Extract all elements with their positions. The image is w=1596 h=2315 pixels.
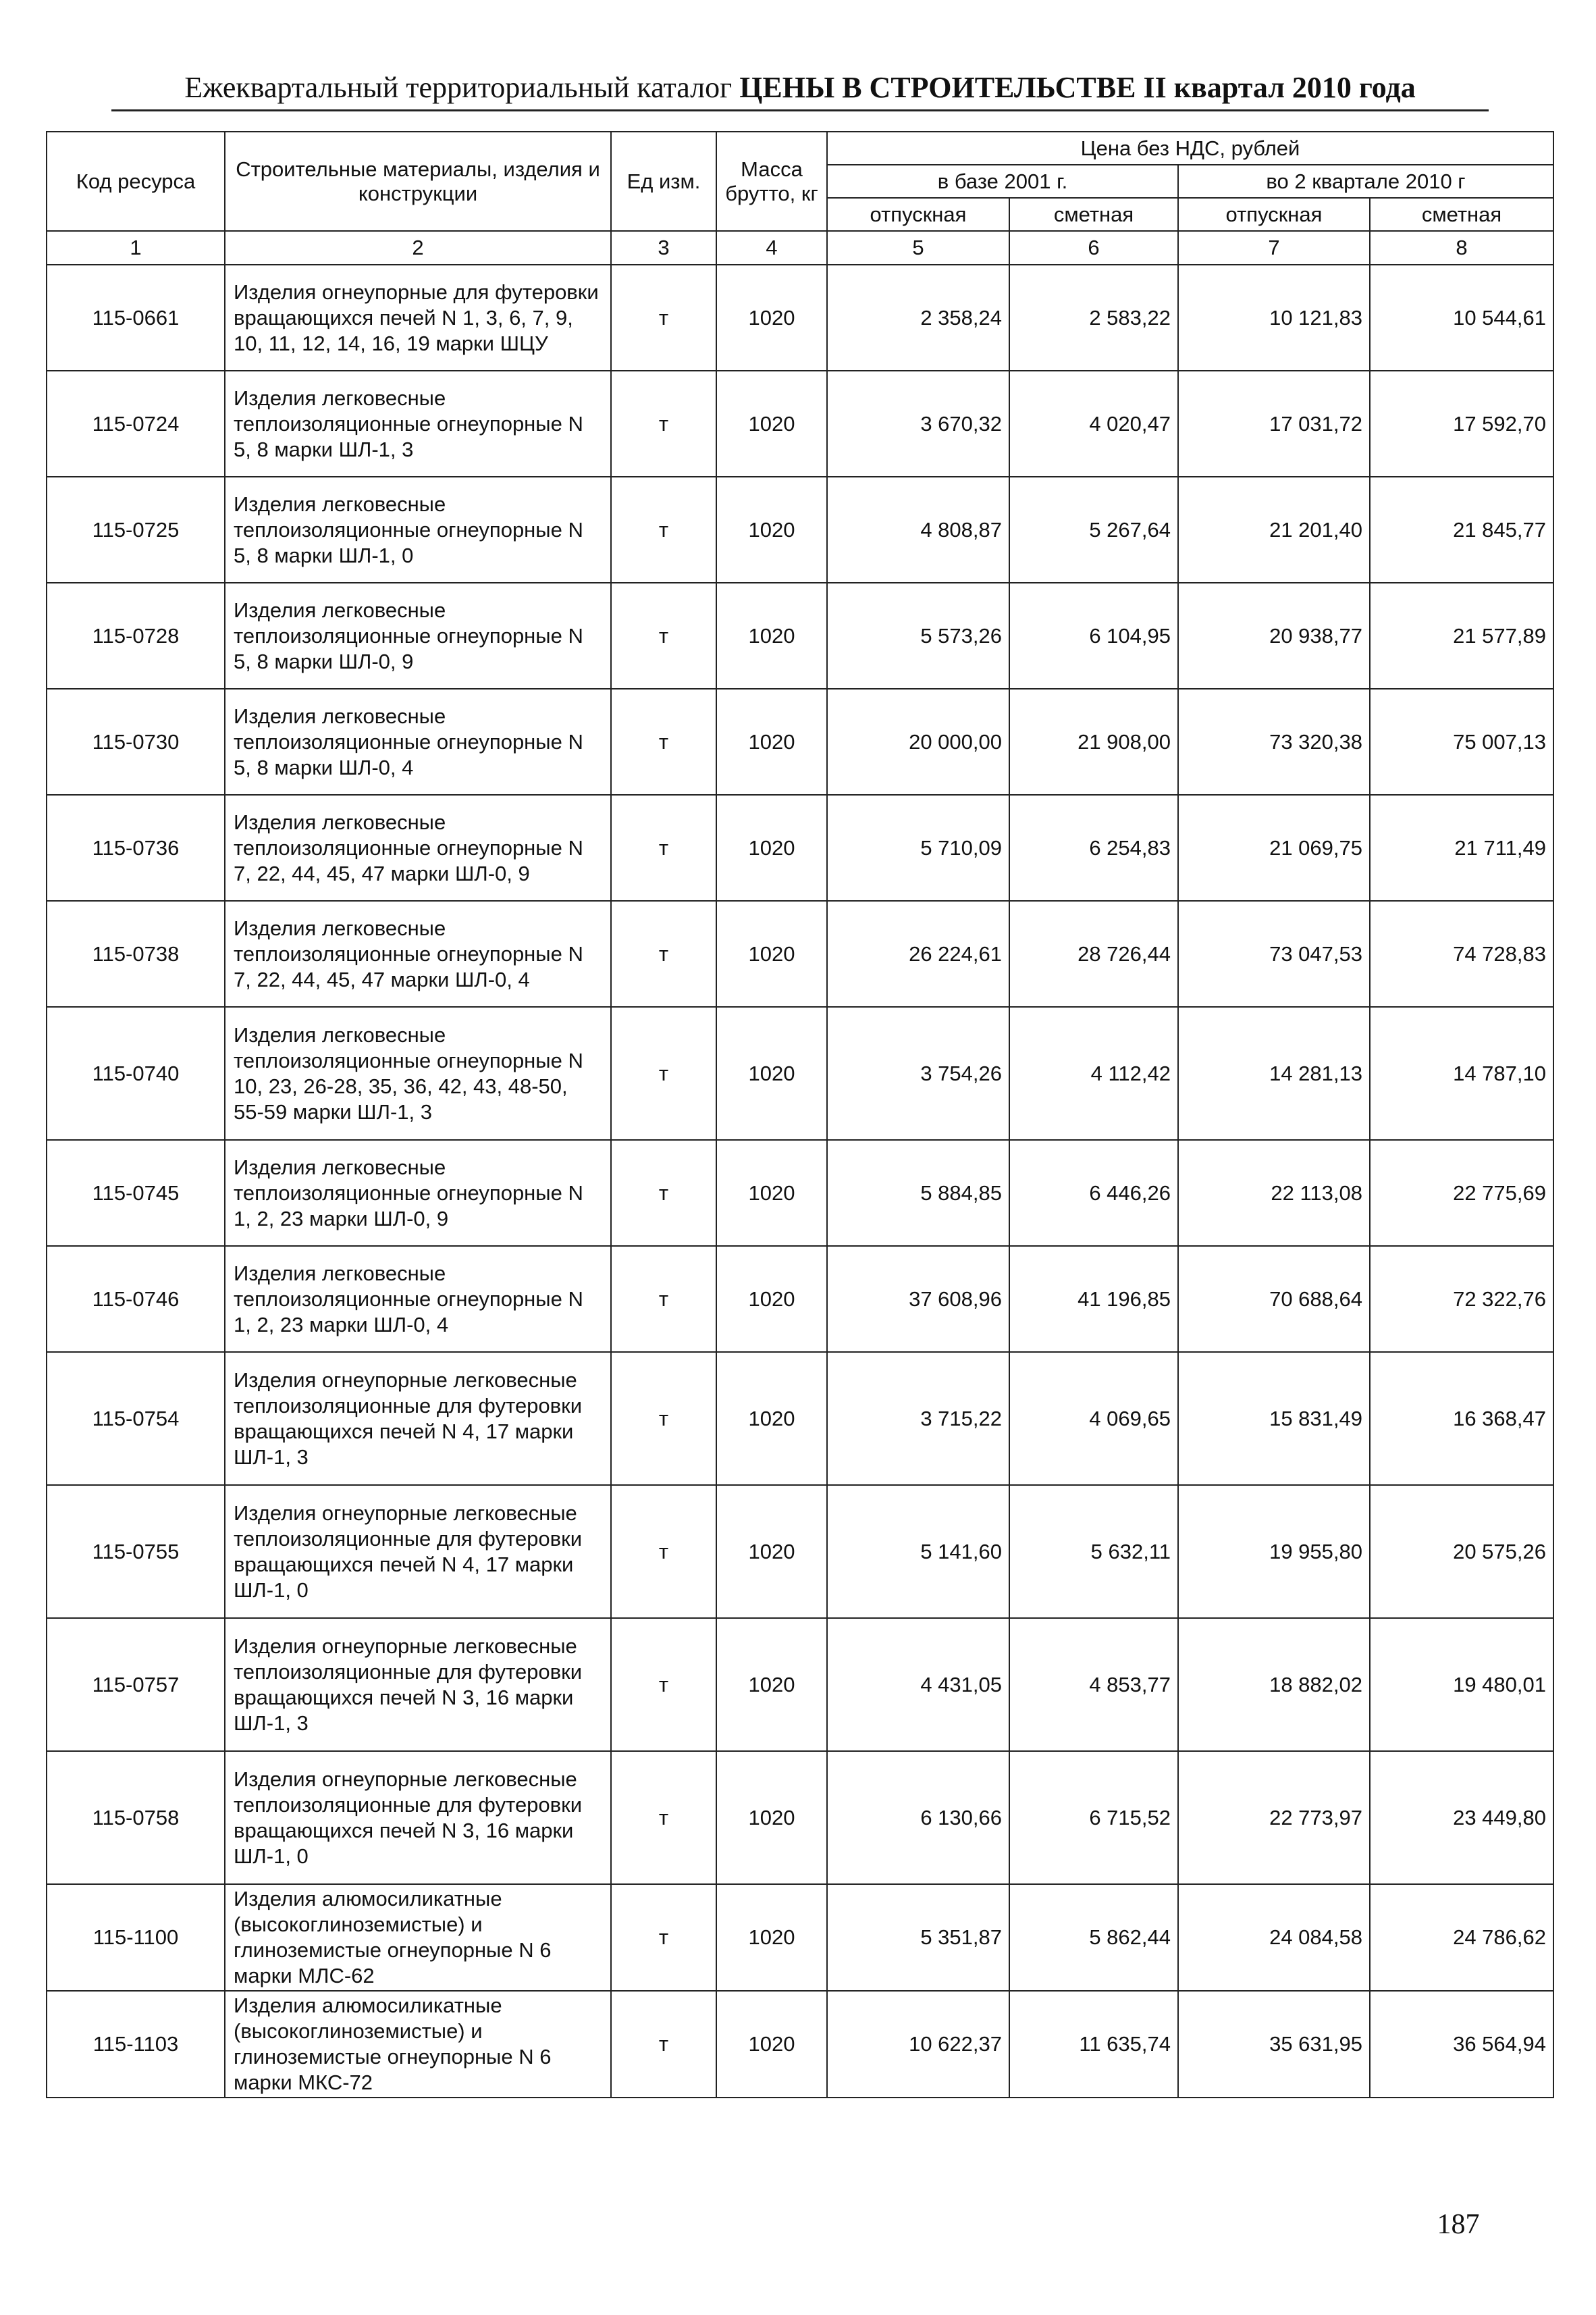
resource-code: 115-0661: [47, 265, 225, 371]
material-name: Изделия огнеупорные для футеровки вращающихся печей N 1, 3, 6, 7, 9, 10, 11, 12, 14, 16, 19 марки ШЦУ: [225, 265, 611, 371]
q2-2010-retail-price: 73 047,53: [1178, 901, 1370, 1007]
column-number: 5: [827, 231, 1009, 265]
base-2001-retail-price: 3 715,22: [827, 1352, 1009, 1485]
table-row: [47, 901, 1553, 1007]
q2-2010-estimate-price: 16 368,47: [1370, 1352, 1553, 1485]
gross-mass: 1020: [716, 795, 827, 901]
base-2001-estimate-price: 11 635,74: [1009, 1991, 1178, 2098]
header-base-estimate: сметная: [1009, 198, 1178, 231]
q2-2010-retail-price: 20 938,77: [1178, 583, 1370, 689]
base-2001-retail-price: 2 358,24: [827, 265, 1009, 371]
header-base-retail: отпускная: [827, 198, 1009, 231]
column-number: 2: [225, 231, 611, 265]
unit-of-measure: т: [611, 901, 716, 1007]
base-2001-estimate-price: 28 726,44: [1009, 901, 1178, 1007]
material-name: Изделия огнеупорные легковесные теплоизоляционные для футеровки вращающихся печей N 3, 16 марки ШЛ-1, 0: [225, 1751, 611, 1884]
q2-2010-retail-price: 22 773,97: [1178, 1751, 1370, 1884]
header-q2-retail: отпускная: [1178, 198, 1370, 231]
q2-2010-retail-price: 14 281,13: [1178, 1007, 1370, 1140]
q2-2010-retail-price: 10 121,83: [1178, 265, 1370, 371]
gross-mass: 1020: [716, 371, 827, 477]
q2-2010-retail-price: 17 031,72: [1178, 371, 1370, 477]
material-name: Изделия огнеупорные легковесные теплоизоляционные для футеровки вращающихся печей N 3, 16 марки ШЛ-1, 3: [225, 1618, 611, 1751]
gross-mass: 1020: [716, 265, 827, 371]
q2-2010-estimate-price: 23 449,80: [1370, 1751, 1553, 1884]
header-title-bold: ЦЕНЫ В СТРОИТЕЛЬСТВЕ II квартал 2010 года: [739, 71, 1416, 104]
gross-mass: 1020: [716, 689, 827, 795]
unit-of-measure: т: [611, 1007, 716, 1140]
header-mass: Масса брутто, кг: [716, 132, 827, 231]
base-2001-retail-price: 5 884,85: [827, 1140, 1009, 1246]
q2-2010-estimate-price: 72 322,76: [1370, 1246, 1553, 1352]
header-code: Код ресурса: [47, 132, 225, 231]
base-2001-estimate-price: 5 862,44: [1009, 1884, 1178, 1991]
header-unit: Ед изм.: [611, 132, 716, 231]
table-row: [47, 1991, 1553, 2098]
header-q2-estimate: сметная: [1370, 198, 1553, 231]
resource-code: 115-0738: [47, 901, 225, 1007]
table-row: [47, 265, 1553, 371]
base-2001-retail-price: 20 000,00: [827, 689, 1009, 795]
column-number: 7: [1178, 231, 1370, 265]
gross-mass: 1020: [716, 1140, 827, 1246]
material-name: Изделия алюмосиликатные (высокоглиноземистые) и глиноземистые огнеупорные N 6 марки МЛС-62: [225, 1884, 611, 1991]
table-row: [47, 1884, 1553, 1991]
base-2001-retail-price: 5 710,09: [827, 795, 1009, 901]
q2-2010-estimate-price: 22 775,69: [1370, 1140, 1553, 1246]
base-2001-estimate-price: 41 196,85: [1009, 1246, 1178, 1352]
table-row: [47, 1485, 1553, 1618]
base-2001-retail-price: 4 808,87: [827, 477, 1009, 583]
unit-of-measure: т: [611, 371, 716, 477]
table-row: [47, 689, 1553, 795]
table-row: [47, 1140, 1553, 1246]
header-base-2001: в базе 2001 г.: [827, 165, 1178, 198]
material-name: Изделия легковесные теплоизоляционные огнеупорные N 1, 2, 23 марки ШЛ-0, 4: [225, 1246, 611, 1352]
resource-code: 115-0728: [47, 583, 225, 689]
material-name: Изделия огнеупорные легковесные теплоизоляционные для футеровки вращающихся печей N 4, 17 марки ШЛ-1, 0: [225, 1485, 611, 1618]
base-2001-retail-price: 6 130,66: [827, 1751, 1009, 1884]
table-row: [47, 371, 1553, 477]
gross-mass: 1020: [716, 1485, 827, 1618]
q2-2010-estimate-price: 21 577,89: [1370, 583, 1553, 689]
base-2001-retail-price: 26 224,61: [827, 901, 1009, 1007]
column-number: 3: [611, 231, 716, 265]
material-name: Изделия легковесные теплоизоляционные огнеупорные N 1, 2, 23 марки ШЛ-0, 9: [225, 1140, 611, 1246]
header-price: Цена без НДС, рублей: [827, 132, 1553, 165]
column-number: 4: [716, 231, 827, 265]
base-2001-retail-price: 37 608,96: [827, 1246, 1009, 1352]
q2-2010-retail-price: 21 069,75: [1178, 795, 1370, 901]
base-2001-estimate-price: 6 104,95: [1009, 583, 1178, 689]
q2-2010-estimate-price: 10 544,61: [1370, 265, 1553, 371]
unit-of-measure: т: [611, 1140, 716, 1246]
gross-mass: 1020: [716, 1751, 827, 1884]
base-2001-retail-price: 5 351,87: [827, 1884, 1009, 1991]
price-table: [46, 131, 1554, 2098]
base-2001-estimate-price: 5 632,11: [1009, 1485, 1178, 1618]
q2-2010-retail-price: 15 831,49: [1178, 1352, 1370, 1485]
material-name: Изделия легковесные теплоизоляционные огнеупорные N 5, 8 марки ШЛ-1, 3: [225, 371, 611, 477]
material-name: Изделия огнеупорные легковесные теплоизоляционные для футеровки вращающихся печей N 4, 17 марки ШЛ-1, 3: [225, 1352, 611, 1485]
resource-code: 115-0725: [47, 477, 225, 583]
resource-code: 115-0757: [47, 1618, 225, 1751]
base-2001-estimate-price: 4 020,47: [1009, 371, 1178, 477]
header-materials: Строительные материалы, изделия и конструкции: [225, 132, 611, 231]
q2-2010-estimate-price: 36 564,94: [1370, 1991, 1553, 2098]
table-row: [47, 1246, 1553, 1352]
unit-of-measure: т: [611, 689, 716, 795]
base-2001-estimate-price: 5 267,64: [1009, 477, 1178, 583]
base-2001-retail-price: 3 754,26: [827, 1007, 1009, 1140]
base-2001-retail-price: 10 622,37: [827, 1991, 1009, 2098]
table-row: [47, 1352, 1553, 1485]
gross-mass: 1020: [716, 477, 827, 583]
material-name: Изделия легковесные теплоизоляционные огнеупорные N 7, 22, 44, 45, 47 марки ШЛ-0, 9: [225, 795, 611, 901]
gross-mass: 1020: [716, 1991, 827, 2098]
resource-code: 115-0745: [47, 1140, 225, 1246]
header-rule: [111, 109, 1489, 111]
unit-of-measure: т: [611, 1618, 716, 1751]
column-number-row: [47, 231, 1553, 265]
resource-code: 115-0746: [47, 1246, 225, 1352]
gross-mass: 1020: [716, 583, 827, 689]
unit-of-measure: т: [611, 1485, 716, 1618]
base-2001-estimate-price: 4 069,65: [1009, 1352, 1178, 1485]
unit-of-measure: т: [611, 1246, 716, 1352]
unit-of-measure: т: [611, 477, 716, 583]
table-row: [47, 1007, 1553, 1140]
base-2001-estimate-price: 6 446,26: [1009, 1140, 1178, 1246]
base-2001-estimate-price: 21 908,00: [1009, 689, 1178, 795]
material-name: Изделия легковесные теплоизоляционные огнеупорные N 7, 22, 44, 45, 47 марки ШЛ-0, 4: [225, 901, 611, 1007]
q2-2010-estimate-price: 20 575,26: [1370, 1485, 1553, 1618]
gross-mass: 1020: [716, 901, 827, 1007]
header-q2-2010: во 2 квартале 2010 г: [1178, 165, 1553, 198]
resource-code: 115-0755: [47, 1485, 225, 1618]
unit-of-measure: т: [611, 795, 716, 901]
unit-of-measure: т: [611, 583, 716, 689]
q2-2010-estimate-price: 14 787,10: [1370, 1007, 1553, 1140]
q2-2010-estimate-price: 24 786,62: [1370, 1884, 1553, 1991]
unit-of-measure: т: [611, 265, 716, 371]
page-number: 187: [1437, 2209, 1480, 2240]
q2-2010-retail-price: 35 631,95: [1178, 1991, 1370, 2098]
resource-code: 115-0754: [47, 1352, 225, 1485]
q2-2010-estimate-price: 74 728,83: [1370, 901, 1553, 1007]
q2-2010-retail-price: 70 688,64: [1178, 1246, 1370, 1352]
gross-mass: 1020: [716, 1618, 827, 1751]
unit-of-measure: т: [611, 1991, 716, 2098]
table-row: [47, 1618, 1553, 1751]
q2-2010-retail-price: 24 084,58: [1178, 1884, 1370, 1991]
base-2001-estimate-price: 6 254,83: [1009, 795, 1178, 901]
column-number: 6: [1009, 231, 1178, 265]
material-name: Изделия легковесные теплоизоляционные огнеупорные N 5, 8 марки ШЛ-0, 9: [225, 583, 611, 689]
material-name: Изделия легковесные теплоизоляционные огнеупорные N 5, 8 марки ШЛ-0, 4: [225, 689, 611, 795]
column-number: 1: [47, 231, 225, 265]
q2-2010-retail-price: 73 320,38: [1178, 689, 1370, 795]
resource-code: 115-1103: [47, 1991, 225, 2098]
gross-mass: 1020: [716, 1007, 827, 1140]
base-2001-estimate-price: 4 853,77: [1009, 1618, 1178, 1751]
base-2001-retail-price: 5 141,60: [827, 1485, 1009, 1618]
unit-of-measure: т: [611, 1884, 716, 1991]
q2-2010-retail-price: 21 201,40: [1178, 477, 1370, 583]
q2-2010-estimate-price: 75 007,13: [1370, 689, 1553, 795]
q2-2010-estimate-price: 17 592,70: [1370, 371, 1553, 477]
base-2001-estimate-price: 2 583,22: [1009, 265, 1178, 371]
resource-code: 115-0758: [47, 1751, 225, 1884]
resource-code: 115-1100: [47, 1884, 225, 1991]
gross-mass: 1020: [716, 1884, 827, 1991]
material-name: Изделия алюмосиликатные (высокоглиноземистые) и глиноземистые огнеупорные N 6 марки МКС-72: [225, 1991, 611, 2098]
resource-code: 115-0724: [47, 371, 225, 477]
base-2001-retail-price: 3 670,32: [827, 371, 1009, 477]
resource-code: 115-0740: [47, 1007, 225, 1140]
base-2001-estimate-price: 6 715,52: [1009, 1751, 1178, 1884]
base-2001-retail-price: 5 573,26: [827, 583, 1009, 689]
unit-of-measure: т: [611, 1352, 716, 1485]
table-row: [47, 1751, 1553, 1884]
base-2001-estimate-price: 4 112,42: [1009, 1007, 1178, 1140]
material-name: Изделия легковесные теплоизоляционные огнеупорные N 5, 8 марки ШЛ-1, 0: [225, 477, 611, 583]
gross-mass: 1020: [716, 1352, 827, 1485]
resource-code: 115-0730: [47, 689, 225, 795]
q2-2010-retail-price: 18 882,02: [1178, 1618, 1370, 1751]
q2-2010-estimate-price: 21 711,49: [1370, 795, 1553, 901]
resource-code: 115-0736: [47, 795, 225, 901]
q2-2010-estimate-price: 19 480,01: [1370, 1618, 1553, 1751]
base-2001-retail-price: 4 431,05: [827, 1618, 1009, 1751]
column-number: 8: [1370, 231, 1553, 265]
material-name: Изделия легковесные теплоизоляционные огнеупорные N 10, 23, 26-28, 35, 36, 42, 43, 48-50, 55-59 марки ШЛ-1, 3: [225, 1007, 611, 1140]
table-row: [47, 477, 1553, 583]
catalog-header: [111, 65, 1489, 111]
table-row: [47, 583, 1553, 689]
q2-2010-retail-price: 22 113,08: [1178, 1140, 1370, 1246]
unit-of-measure: т: [611, 1751, 716, 1884]
q2-2010-retail-price: 19 955,80: [1178, 1485, 1370, 1618]
header-title-regular: Ежеквартальный территориальный каталог: [184, 71, 733, 104]
gross-mass: 1020: [716, 1246, 827, 1352]
q2-2010-estimate-price: 21 845,77: [1370, 477, 1553, 583]
table-row: [47, 795, 1553, 901]
